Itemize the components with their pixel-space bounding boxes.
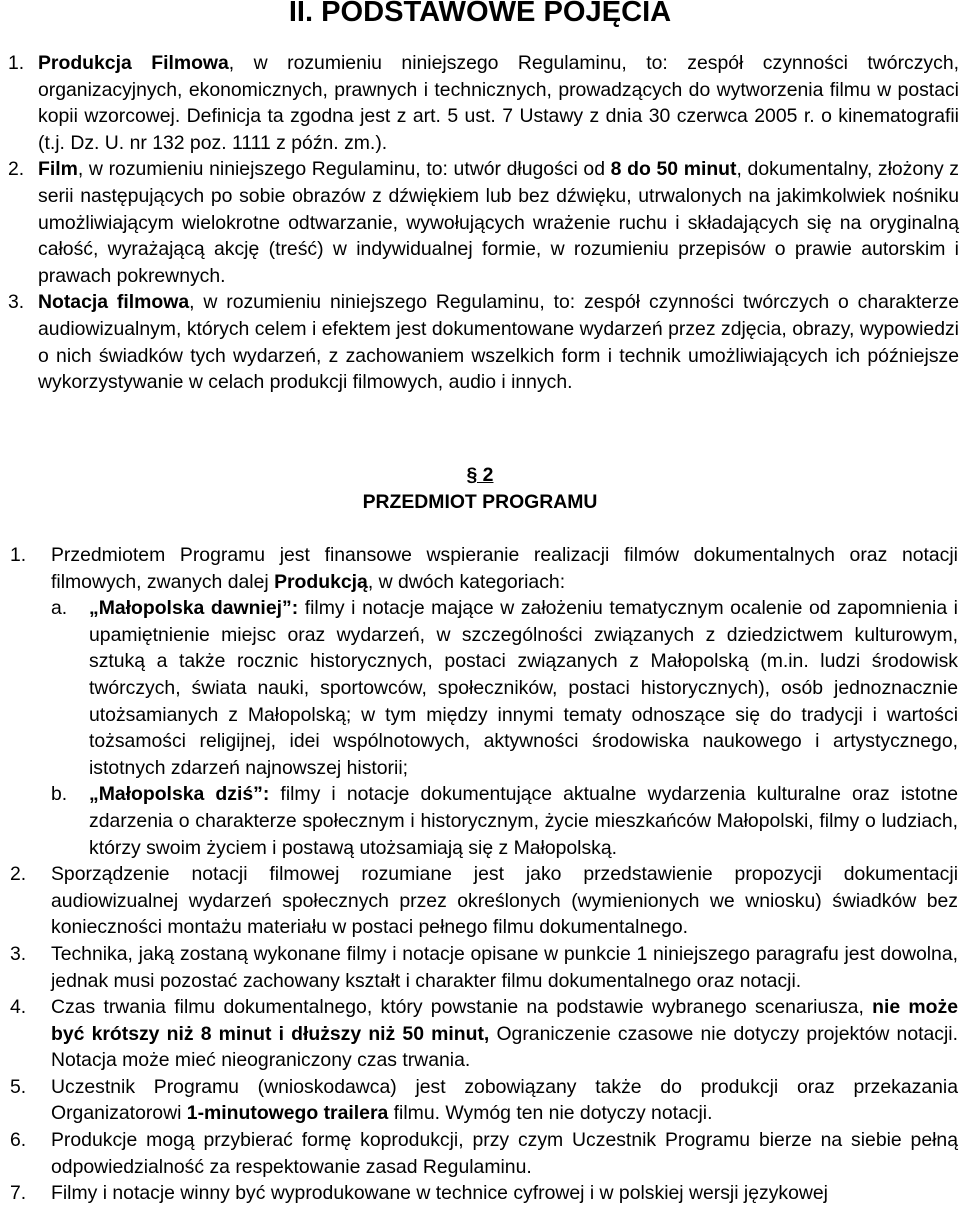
category-title: „Małopolska dziś”: xyxy=(89,783,270,806)
definition-item-2 xyxy=(8,156,959,289)
program-item-number: 2. xyxy=(10,863,27,886)
program-heading: PRZEDMIOT PROGRAMU xyxy=(362,491,598,513)
program-item-3 xyxy=(10,941,958,994)
category-item-b xyxy=(51,781,958,861)
definition-number: 3. xyxy=(8,291,25,314)
program-item-text: Czas trwania filmu dokumentalnego, który powstanie na podstawie wybranego scenariusza, xyxy=(51,996,873,1019)
definition-term: Film xyxy=(38,158,78,181)
definition-text: , w rozumieniu niniejszego Regulaminu, to: zespół czynności twórczych, organizacyjnych, ekonomicznych, prawnych i technicznych, prowadzących do wytworzenia filmu w postaci kopii wzorcowej. Definicja ta zgodna jest z art. 5 ust. 7 Ustawy z dnia 30 czerwca 2005 r. o kinematografii (t.j. Dz. U. nr 132 poz. 1111 z późn. zm.). xyxy=(38,52,959,154)
program-item-text: Ograniczenie czasowe nie dotyczy projektów notacji. Notacja może mieć nieograniczony czas trwania. xyxy=(51,1022,958,1072)
definition-number: 1. xyxy=(8,52,25,74)
program-item-number: 3. xyxy=(10,942,27,965)
program-item-number: 1. xyxy=(10,544,27,566)
category-letter: b. xyxy=(51,783,68,806)
definition-text: , w rozumieniu niniejszego Regulaminu, to: utwór długości od xyxy=(77,158,611,181)
definition-term: Notacja filmowa xyxy=(38,291,190,314)
definition-item-3 xyxy=(8,289,959,395)
paragraph-sign: § 2 xyxy=(466,464,494,486)
section-heading: II. PODSTAWOWE POJĘCIA xyxy=(288,0,672,28)
program-item-5 xyxy=(10,1074,958,1127)
definition-text: , w rozumieniu niniejszego Regulaminu, to: zespół czynności twórczych o charakterze audiowizualnym, których celem i efektem jest dokumentowane wydarzeń przez zdjęcia, obrazy, wypowiedzi o nich świadków tych wydarzeń, z zachowaniem wszelkich form i technik umożliwiających ich późniejsze wykorzystywanie w celach produkcji filmowych, audio i innych. xyxy=(38,291,959,394)
program-item-7 xyxy=(10,1180,958,1207)
program-item-text: , w dwóch kategoriach: xyxy=(367,570,566,593)
program-item-emphasis: Produkcją xyxy=(274,570,368,593)
program-item-2 xyxy=(10,861,958,941)
category-title: „Małopolska dawniej”: xyxy=(89,597,299,620)
definition-text: , dokumentalny, złożony z serii następujących po sobie obrazów z dźwiękiem lub bez dźwięku, utrwalonych na jakimkolwiek nośniku umożliwiającym wielokrotne odtwarzanie, wywołujących wrażenie ruchu i składających się na oryginalną całość, wyrażającą akcję (treść) w indywidualnej formie, w rozumieniu przepisów o prawie autorskim i prawach pokrewnych. xyxy=(38,158,960,287)
program-item-text: Sporządzenie notacji filmowej rozumiane jest jako przedstawienie propozycji dokumentacji audiowizualnej wydarzeń społecznych przez określonych (wymienionych we wniosku) świadków bez konieczności montażu materiału w postaci pełnego filmu dokumentalnego. xyxy=(51,863,958,939)
program-item-text: Uczestnik Programu (wnioskodawca) jest zobowiązany także do produkcji oraz przekazania Organizatorowi xyxy=(51,1075,958,1125)
program-item-number: 5. xyxy=(10,1075,27,1098)
program-item-text: Technika, jaką zostaną wykonane filmy i notacje opisane w punkcie 1 niniejszego paragrafu jest dowolna, jednak musi pozostać zachowany kształt i charakter filmu dokumentalnego oraz notacji. xyxy=(51,942,958,992)
program-item-text: Produkcje mogą przybierać formę koprodukcji, przy czym Uczestnik Programu bierze na siebie pełną odpowiedzialność za respektowanie zasad Regulaminu. xyxy=(51,1129,958,1178)
program-item-text: filmu. Wymóg ten nie dotyczy notacji. xyxy=(388,1102,713,1125)
category-item-a xyxy=(51,595,958,781)
program-item-number: 7. xyxy=(10,1182,27,1205)
definition-term: Produkcja Filmowa xyxy=(38,52,229,74)
program-item-1 xyxy=(10,542,958,861)
program-item-emphasis: nie może być krótszy niż 8 minut i dłuższy niż 50 minut, xyxy=(51,996,958,1045)
program-item-6 xyxy=(10,1127,958,1180)
program-item-4 xyxy=(10,994,958,1074)
definition-item-1 xyxy=(8,50,959,156)
category-text: filmy i notacje dokumentujące aktualne wydarzenia kulturalne oraz istotne zdarzenia o charakterze społecznym i historycznym, życie mieszkańców Małopolski, filmy o ludziach, którzy swoim życiem i postawą utożsamiają się z Małopolską. xyxy=(89,783,958,859)
definition-number: 2. xyxy=(8,158,25,181)
program-item-text: Przedmiotem Programu jest finansowe wspieranie realizacji filmów dokumentalnych oraz notacji filmowych, zwanych dalej xyxy=(51,544,958,593)
category-letter: a. xyxy=(51,597,68,620)
program-item-number: 6. xyxy=(10,1129,27,1152)
category-text: filmy i notacje mające w założeniu tematycznym ocalenie od zapomnienia i upamiętnienie miejsc oraz wydarzeń, w szczególności związanych z dziedzictwem kulturowym, sztuką a także rocznic historycznych, postaci związanych z Małopolską (m.in. ludzi środowisk twórczych, świata nauki, sportowców, społeczników, postaci historycznych), osób jednoznacznie utożsamianych z Małopolską; w tym między innymi tematy odnoszące się do tradycji i wartości tożsamości religijnej, idei wspólnotowych, aktywności środowiska naukowego i artystycznego, istotnych zdarzeń najnowszej historii; xyxy=(89,597,958,779)
program-item-emphasis: 1-minutowego trailera xyxy=(186,1102,389,1125)
definitions-list xyxy=(8,50,959,396)
program-item-number: 4. xyxy=(10,996,27,1019)
program-list xyxy=(10,542,958,1207)
definition-emphasis: 8 do 50 minut xyxy=(610,158,737,181)
program-item-text: Filmy i notacje winny być wyprodukowane w technice cyfrowej i w polskiej wersji językowej xyxy=(51,1182,828,1205)
